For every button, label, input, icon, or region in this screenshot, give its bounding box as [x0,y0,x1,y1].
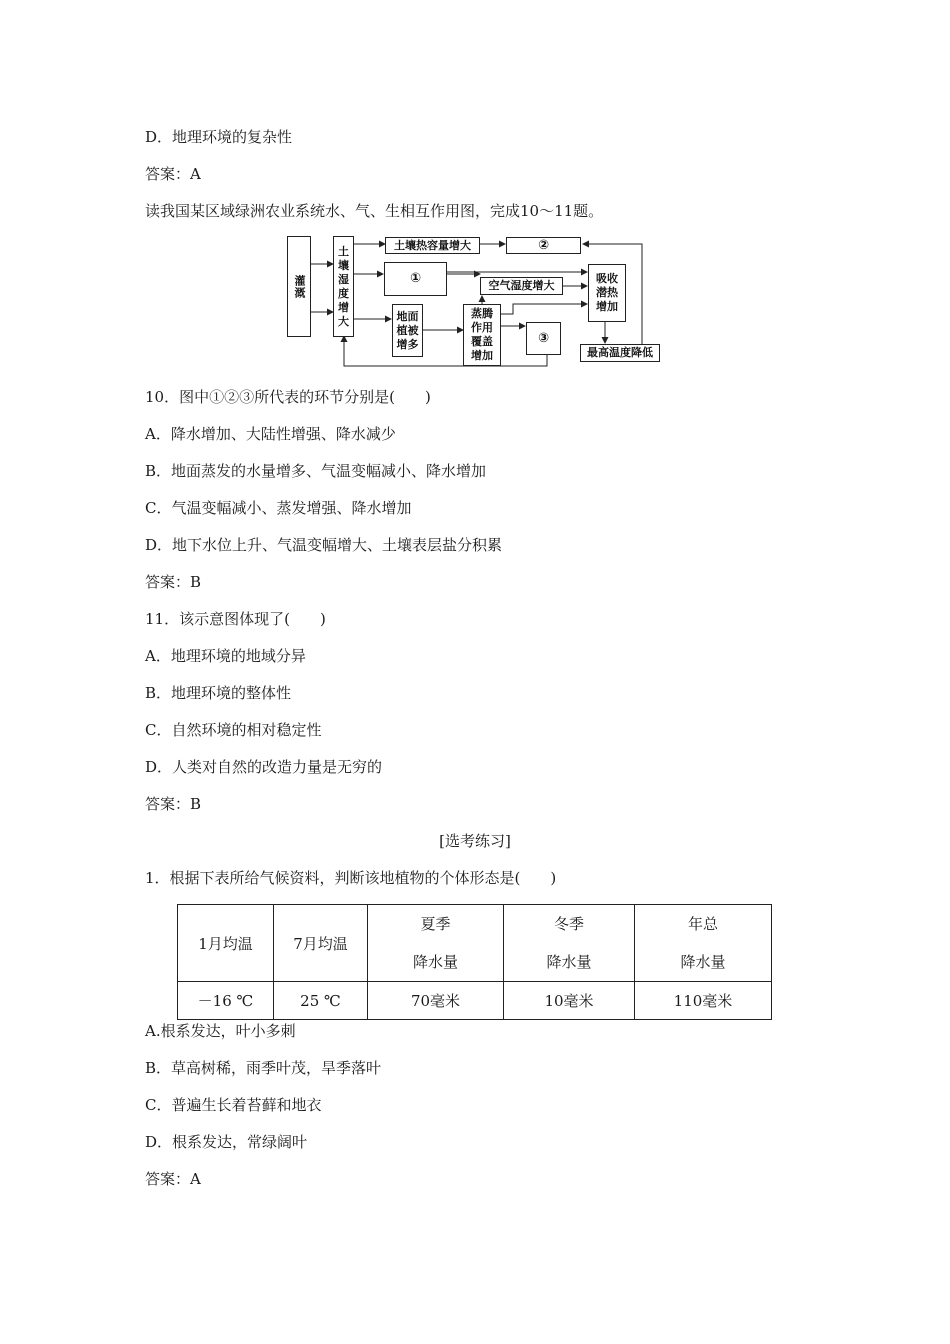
q11-answer: 答案：B [145,795,202,813]
cell-annual-precip: 110毫米 [635,982,772,1020]
header-summer-line2: 降水量 [412,953,458,971]
header-winter-line2: 降水量 [546,953,592,971]
soil-heat-box: 土壤热容量增大 [385,237,480,254]
circle-1-box: ① [384,262,447,296]
header-annual-precip [635,905,772,982]
diagram-intro: 读我国某区域绿洲农业系统水、气、生相互作用图，完成10～11题。 [145,202,604,220]
header-jan-temp: 1月均温 [178,905,274,982]
circle-3-box: ③ [526,322,561,355]
absorb-heat-box: 吸收潜热增加 [588,264,626,322]
header-jul-temp: 7月均温 [274,905,368,982]
q1-option-a: A.根系发达，叶小多刺 [145,1022,296,1040]
q1-option-d: D．根系发达，常绿阔叶 [145,1133,308,1151]
q10-option-b: B．地面蒸发的水量增多、气温变幅减小、降水增加 [145,462,487,480]
vegetation-box: 地面植被增多 [392,304,423,357]
table-row [178,982,772,1020]
cell-winter-precip: 10毫米 [504,982,635,1020]
q1-option-c: C．普遍生长着苔藓和地衣 [145,1096,322,1114]
question-10: 10．图中①②③所代表的环节分别是( ) [145,388,431,406]
q10-option-c: C．气温变幅减小、蒸发增强、降水增加 [145,499,412,517]
option-d-prev: D．地理环境的复杂性 [145,128,293,146]
header-summer-line1: 夏季 [420,915,451,933]
circle-2-box: ② [506,237,581,254]
climate-table [177,904,772,1020]
cell-jul-temp: 25 ℃ [274,982,368,1020]
cell-jan-temp: －16 ℃ [178,982,274,1020]
transpiration-box: 蒸腾作用覆盖增加 [463,304,501,366]
cell-summer-precip: 70毫米 [368,982,504,1020]
q11-option-a: A．地理环境的地域分异 [145,647,306,665]
max-temp-box: 最高温度降低 [580,344,660,362]
oasis-system-diagram [287,234,661,370]
question-11: 11．该示意图体现了( ) [145,610,326,628]
q10-option-a: A．降水增加、大陆性增强、降水减少 [145,425,396,443]
header-annual-line1: 年总 [687,915,718,933]
header-summer-precip [368,905,504,982]
header-annual-line2: 降水量 [680,953,726,971]
section-heading: [选考练习] [439,832,511,850]
question-1: 1．根据下表所给气候资料，判断该地植物的个体形态是( ) [145,869,557,887]
q11-option-c: C．自然环境的相对稳定性 [145,721,322,739]
q10-option-d: D．地下水位上升、气温变幅增大、土壤表层盐分积累 [145,536,503,554]
header-winter-line1: 冬季 [553,915,584,933]
irrigation-box: 灌溉 [287,236,311,337]
q10-answer: 答案：B [145,573,202,591]
answer-prev: 答案：A [145,165,201,183]
q1-answer: 答案：A [145,1170,201,1188]
q1-option-b: B．草高树稀，雨季叶茂，旱季落叶 [145,1059,382,1077]
q11-option-d: D．人类对自然的改造力量是无穷的 [145,758,383,776]
table-header-row [178,905,772,982]
soil-humidity-box: 土壤湿度增大 [333,236,354,337]
header-winter-precip [504,905,635,982]
q11-option-b: B．地理环境的整体性 [145,684,292,702]
air-humidity-box: 空气湿度增大 [480,277,563,295]
